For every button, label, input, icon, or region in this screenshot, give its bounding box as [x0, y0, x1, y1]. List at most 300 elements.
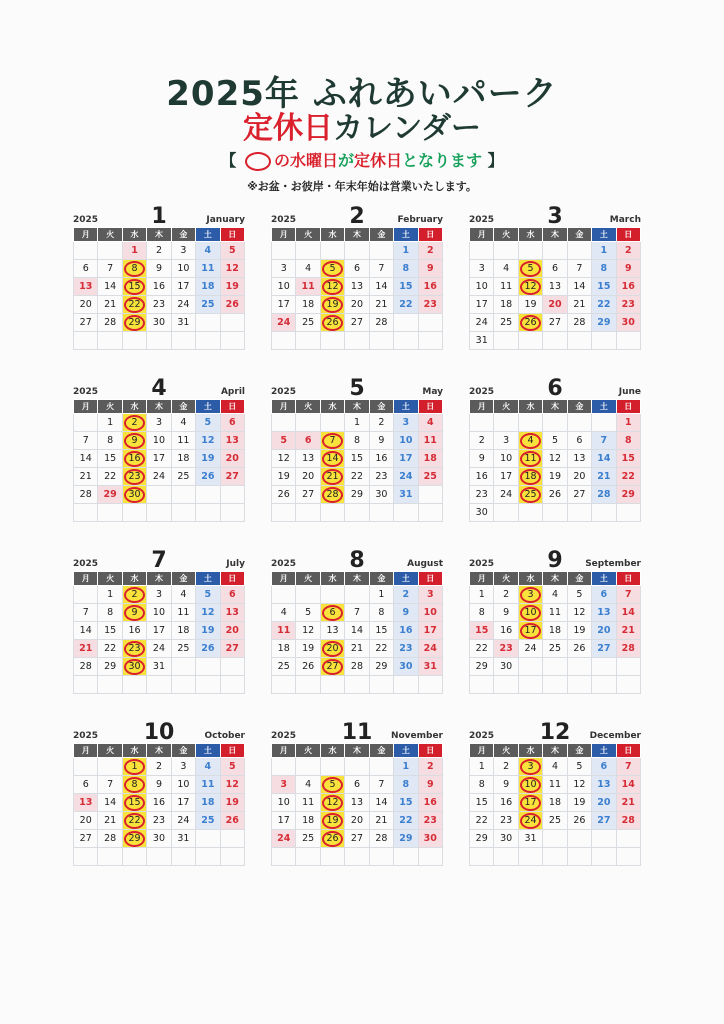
day-cell: 6: [543, 260, 567, 278]
weekday-header: 日: [418, 400, 442, 414]
day-cell: 8: [98, 432, 122, 450]
week-row: [272, 450, 443, 468]
day-cell: 30: [394, 658, 418, 676]
day-cell: 23: [394, 640, 418, 658]
day-cell: 10: [147, 432, 171, 450]
month-name: December: [589, 731, 641, 741]
day-cell: [122, 812, 146, 830]
empty-cell: [543, 332, 567, 350]
weekday-header: 水: [122, 228, 146, 242]
closed-day-circle: 15: [124, 795, 145, 811]
month-table: [469, 399, 641, 522]
week-row: [272, 278, 443, 296]
week-row: [74, 794, 245, 812]
day-cell: 13: [567, 450, 591, 468]
empty-cell: [394, 848, 418, 866]
day-cell: [320, 812, 344, 830]
weekday-header: 火: [296, 744, 320, 758]
day-cell: 10: [171, 776, 195, 794]
day-cell: 7: [567, 260, 591, 278]
closed-day-circle: 6: [322, 605, 343, 621]
closed-day-circle: 4: [520, 433, 541, 449]
day-cell: [122, 278, 146, 296]
empty-cell: [567, 848, 591, 866]
day-cell: 22: [98, 468, 122, 486]
empty-cell: [220, 332, 244, 350]
day-cell: 13: [345, 794, 369, 812]
empty-cell: [171, 332, 195, 350]
empty-cell: [616, 830, 640, 848]
month-header: [469, 544, 641, 571]
closed-day-circle: 22: [124, 813, 145, 829]
week-row: [272, 812, 443, 830]
weekday-header-row: [272, 744, 443, 758]
weekday-header: 土: [394, 572, 418, 586]
empty-cell: [296, 758, 320, 776]
month-table: [469, 227, 641, 350]
day-cell: 18: [543, 622, 567, 640]
day-cell: 6: [296, 432, 320, 450]
closed-day-circle: 22: [124, 297, 145, 313]
day-cell: 9: [470, 450, 494, 468]
day-cell: 19: [196, 622, 220, 640]
empty-cell: [494, 332, 518, 350]
week-row: [470, 794, 641, 812]
day-cell: [122, 414, 146, 432]
closed-day-circle: 9: [124, 605, 145, 621]
day-cell: [122, 296, 146, 314]
day-cell: 18: [272, 640, 296, 658]
weekday-header: 日: [616, 400, 640, 414]
weekday-header: 火: [296, 228, 320, 242]
weekday-header-row: [272, 400, 443, 414]
day-cell: 21: [98, 296, 122, 314]
day-cell: 19: [272, 468, 296, 486]
day-cell: 16: [418, 278, 442, 296]
day-cell: [122, 314, 146, 332]
day-cell: 3: [147, 414, 171, 432]
legend-close-bracket: 】: [487, 151, 504, 170]
weekday-header: 水: [518, 400, 542, 414]
weekday-header: 日: [616, 572, 640, 586]
day-cell: 3: [272, 776, 296, 794]
closed-day-circle: 16: [124, 451, 145, 467]
day-cell: 5: [220, 758, 244, 776]
week-row: [74, 622, 245, 640]
empty-cell: [616, 658, 640, 676]
day-cell: 15: [98, 622, 122, 640]
weekday-header: 土: [196, 228, 220, 242]
day-cell: 5: [543, 432, 567, 450]
month-header: [469, 372, 641, 399]
empty-cell: [296, 504, 320, 522]
weekday-header-row: [74, 400, 245, 414]
week-row: [74, 278, 245, 296]
day-cell: 17: [272, 812, 296, 830]
weekday-header: 日: [418, 572, 442, 586]
day-cell: 24: [147, 468, 171, 486]
day-cell: 14: [616, 776, 640, 794]
weekday-header: 日: [418, 744, 442, 758]
month-name: May: [422, 387, 443, 397]
business-note: ※お盆・お彼岸・年末年始は営業いたします。: [247, 180, 477, 193]
empty-cell: [345, 504, 369, 522]
weekday-header: 木: [543, 744, 567, 758]
day-cell: 21: [98, 812, 122, 830]
day-cell: 7: [98, 260, 122, 278]
day-cell: 9: [418, 260, 442, 278]
weekday-header: 土: [196, 572, 220, 586]
day-cell: 24: [147, 640, 171, 658]
weekday-header: 金: [369, 572, 393, 586]
weekday-header: 月: [272, 400, 296, 414]
month-table: [271, 743, 443, 866]
day-cell: 1: [98, 586, 122, 604]
week-row: [74, 486, 245, 504]
day-cell: 24: [470, 314, 494, 332]
empty-cell: [171, 676, 195, 694]
day-cell: 20: [592, 794, 616, 812]
weekday-header: 水: [518, 572, 542, 586]
day-cell: 6: [345, 260, 369, 278]
empty-cell: [567, 242, 591, 260]
day-cell: 11: [543, 776, 567, 794]
day-cell: [518, 278, 542, 296]
empty-cell: [518, 414, 542, 432]
month-year: 2025: [271, 215, 297, 225]
empty-cell: [320, 242, 344, 260]
empty-cell: [345, 332, 369, 350]
day-cell: 19: [196, 450, 220, 468]
day-cell: 24: [418, 640, 442, 658]
empty-cell: [567, 676, 591, 694]
day-cell: [518, 586, 542, 604]
week-row: [74, 758, 245, 776]
empty-cell: [220, 676, 244, 694]
day-cell: 5: [272, 432, 296, 450]
day-cell: 11: [296, 278, 320, 296]
weekday-header: 月: [272, 744, 296, 758]
legend-open-bracket: 【: [220, 151, 237, 170]
day-cell: 12: [220, 776, 244, 794]
weekday-header: 金: [171, 572, 195, 586]
month-number: 5: [349, 376, 365, 401]
empty-cell: [320, 414, 344, 432]
empty-cell: [394, 314, 418, 332]
month-header: [469, 200, 641, 227]
week-row: [74, 676, 245, 694]
empty-cell: [567, 504, 591, 522]
day-cell: 25: [296, 830, 320, 848]
day-cell: 25: [543, 640, 567, 658]
day-cell: [320, 776, 344, 794]
month-header: [469, 716, 641, 743]
day-cell: [122, 604, 146, 622]
day-cell: 24: [394, 468, 418, 486]
empty-cell: [369, 676, 393, 694]
month-table: [73, 399, 245, 522]
month-table: [271, 399, 443, 522]
day-cell: 27: [345, 830, 369, 848]
day-cell: 9: [616, 260, 640, 278]
week-row: [272, 676, 443, 694]
day-cell: 23: [147, 812, 171, 830]
month-calendar: [271, 544, 443, 694]
week-row: [272, 242, 443, 260]
week-row: [74, 586, 245, 604]
day-cell: 6: [567, 432, 591, 450]
day-cell: 4: [196, 242, 220, 260]
day-cell: 3: [494, 432, 518, 450]
day-cell: 29: [592, 314, 616, 332]
day-cell: 18: [418, 450, 442, 468]
day-cell: [518, 812, 542, 830]
weekday-header: 木: [345, 228, 369, 242]
day-cell: 27: [567, 486, 591, 504]
empty-cell: [320, 848, 344, 866]
month-calendar: [469, 544, 641, 694]
day-cell: 7: [345, 604, 369, 622]
day-cell: 20: [567, 468, 591, 486]
empty-cell: [74, 676, 98, 694]
month-year: 2025: [73, 559, 99, 569]
day-cell: 16: [418, 794, 442, 812]
day-cell: 21: [592, 468, 616, 486]
empty-cell: [272, 504, 296, 522]
week-row: [272, 640, 443, 658]
week-row: [272, 432, 443, 450]
day-cell: [320, 658, 344, 676]
empty-cell: [196, 676, 220, 694]
day-cell: [320, 604, 344, 622]
day-cell: 10: [272, 278, 296, 296]
week-row: [470, 676, 641, 694]
day-cell: 21: [74, 468, 98, 486]
month-calendar: [271, 372, 443, 522]
weekday-header: 土: [196, 744, 220, 758]
day-cell: 2: [418, 242, 442, 260]
day-cell: 1: [98, 414, 122, 432]
day-cell: 23: [369, 468, 393, 486]
week-row: [470, 414, 641, 432]
week-row: [470, 332, 641, 350]
day-cell: 19: [296, 640, 320, 658]
empty-cell: [320, 676, 344, 694]
week-row: [272, 830, 443, 848]
day-cell: 12: [567, 604, 591, 622]
day-cell: 26: [196, 640, 220, 658]
day-cell: 15: [98, 450, 122, 468]
weekday-header: 日: [616, 744, 640, 758]
weekday-header: 日: [220, 744, 244, 758]
weekday-header: 水: [122, 400, 146, 414]
day-cell: 16: [470, 468, 494, 486]
weekday-header: 日: [418, 228, 442, 242]
month-header: [73, 372, 245, 399]
day-cell: 2: [147, 242, 171, 260]
empty-cell: [320, 586, 344, 604]
day-cell: 22: [470, 812, 494, 830]
day-cell: [122, 830, 146, 848]
day-cell: 26: [220, 812, 244, 830]
closed-day-circle: 15: [124, 279, 145, 295]
subtitle-highlight: 定休日: [242, 111, 333, 146]
day-cell: 15: [616, 450, 640, 468]
month-number: 12: [539, 720, 571, 745]
day-cell: 15: [394, 794, 418, 812]
month-calendar: [469, 372, 641, 522]
day-cell: 18: [494, 296, 518, 314]
day-cell: 4: [418, 414, 442, 432]
closed-day-circle: 5: [322, 777, 343, 793]
empty-cell: [494, 676, 518, 694]
day-cell: 21: [74, 640, 98, 658]
empty-cell: [369, 242, 393, 260]
month-header: [271, 372, 443, 399]
day-cell: 29: [98, 486, 122, 504]
empty-cell: [394, 676, 418, 694]
week-row: [272, 848, 443, 866]
empty-cell: [494, 504, 518, 522]
day-cell: 9: [494, 604, 518, 622]
empty-cell: [592, 332, 616, 350]
day-cell: 20: [74, 812, 98, 830]
day-cell: 30: [494, 658, 518, 676]
empty-cell: [74, 414, 98, 432]
day-cell: 14: [369, 794, 393, 812]
weekday-header-row: [272, 572, 443, 586]
closed-day-circle: 14: [322, 451, 343, 467]
day-cell: 6: [74, 776, 98, 794]
week-row: [74, 296, 245, 314]
week-row: [74, 504, 245, 522]
empty-cell: [543, 848, 567, 866]
weekday-header: 木: [345, 572, 369, 586]
day-cell: 10: [272, 794, 296, 812]
day-cell: 18: [171, 622, 195, 640]
month-name: January: [206, 215, 245, 225]
day-cell: 30: [470, 504, 494, 522]
empty-cell: [543, 242, 567, 260]
week-row: [470, 450, 641, 468]
weekday-header: 土: [592, 228, 616, 242]
day-cell: 13: [74, 794, 98, 812]
day-cell: 14: [345, 622, 369, 640]
empty-cell: [171, 486, 195, 504]
day-cell: 31: [394, 486, 418, 504]
day-cell: 2: [147, 758, 171, 776]
day-cell: [122, 260, 146, 278]
day-cell: [518, 432, 542, 450]
day-cell: 25: [543, 812, 567, 830]
empty-cell: [592, 414, 616, 432]
week-row: [74, 830, 245, 848]
day-cell: [122, 432, 146, 450]
closed-day-circle: 25: [520, 487, 541, 503]
day-cell: 14: [98, 794, 122, 812]
closed-day-circle: 23: [124, 641, 145, 657]
day-cell: 3: [272, 260, 296, 278]
day-cell: 18: [196, 794, 220, 812]
day-cell: 4: [543, 586, 567, 604]
week-row: [470, 296, 641, 314]
closed-day-circle: 12: [322, 279, 343, 295]
closed-day-circle: 9: [124, 433, 145, 449]
day-cell: 11: [543, 604, 567, 622]
week-row: [272, 586, 443, 604]
day-cell: [320, 296, 344, 314]
empty-cell: [567, 332, 591, 350]
day-cell: [122, 486, 146, 504]
week-row: [470, 812, 641, 830]
day-cell: [122, 658, 146, 676]
day-cell: 19: [567, 794, 591, 812]
day-cell: 7: [98, 776, 122, 794]
day-cell: [518, 776, 542, 794]
legend-closed-day: 定休日: [354, 151, 403, 170]
empty-cell: [171, 848, 195, 866]
weekday-header: 木: [345, 400, 369, 414]
week-row: [74, 776, 245, 794]
day-cell: 3: [394, 414, 418, 432]
week-row: [272, 794, 443, 812]
day-cell: 12: [196, 432, 220, 450]
day-cell: 30: [418, 830, 442, 848]
weekday-header: 月: [470, 744, 494, 758]
day-cell: 20: [543, 296, 567, 314]
month-year: 2025: [73, 731, 99, 741]
week-row: [74, 812, 245, 830]
day-cell: 16: [369, 450, 393, 468]
weekday-header: 土: [592, 744, 616, 758]
empty-cell: [220, 486, 244, 504]
closed-day-circle: 21: [322, 469, 343, 485]
closed-day-circle: 3: [520, 587, 541, 603]
empty-cell: [98, 504, 122, 522]
day-cell: 26: [567, 812, 591, 830]
day-cell: 27: [220, 468, 244, 486]
week-row: [470, 776, 641, 794]
weekday-header: 月: [272, 228, 296, 242]
day-cell: 1: [394, 242, 418, 260]
day-cell: [518, 758, 542, 776]
day-cell: 17: [470, 296, 494, 314]
empty-cell: [74, 758, 98, 776]
day-cell: [320, 486, 344, 504]
day-cell: 8: [394, 260, 418, 278]
week-row: [74, 468, 245, 486]
empty-cell: [272, 676, 296, 694]
day-cell: 16: [122, 622, 146, 640]
day-cell: 16: [394, 622, 418, 640]
empty-cell: [518, 332, 542, 350]
day-cell: 2: [470, 432, 494, 450]
closed-day-circle: 23: [124, 469, 145, 485]
week-row: [470, 278, 641, 296]
day-cell: 25: [494, 314, 518, 332]
empty-cell: [418, 504, 442, 522]
page-title: 2025年 ふれあいパーク: [166, 74, 558, 114]
empty-cell: [147, 504, 171, 522]
day-cell: 20: [592, 622, 616, 640]
month-year: 2025: [271, 559, 297, 569]
closed-day-circle: 26: [520, 315, 541, 331]
empty-cell: [567, 658, 591, 676]
month-number: 10: [143, 720, 175, 745]
weekday-header: 日: [220, 228, 244, 242]
day-cell: 27: [74, 314, 98, 332]
legend-part5: となります: [402, 151, 483, 170]
